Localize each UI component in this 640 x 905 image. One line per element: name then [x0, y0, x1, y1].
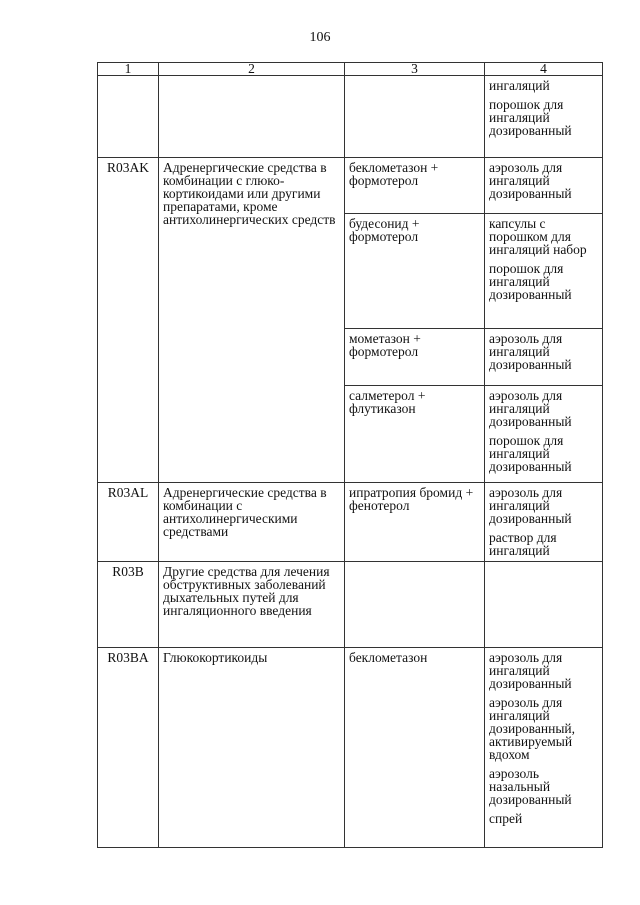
dosage-form: спрей	[489, 811, 523, 826]
dosage-forms-cell	[485, 483, 603, 562]
dosage-form: раствор для ингаляций	[489, 530, 557, 558]
atc-code-cell	[98, 76, 159, 158]
table-row	[98, 648, 603, 848]
drug-name-cell	[345, 562, 485, 648]
table-row	[98, 562, 603, 648]
dosage-form: аэрозоль для ингаляций дозированный	[489, 388, 572, 429]
atc-code-cell: R03BA	[98, 648, 159, 848]
dosage-forms-cell	[485, 386, 603, 483]
dosage-forms-cell	[485, 329, 603, 386]
dosage-form: ингаляций	[489, 78, 550, 93]
drug-table	[97, 62, 603, 848]
dosage-forms-cell	[485, 214, 603, 329]
dosage-form: аэрозоль для ингаляций дозированный	[489, 331, 572, 372]
atc-code-cell: R03B	[98, 562, 159, 648]
dosage-form: аэрозоль для ингаляций дозированный	[489, 485, 572, 526]
page-number: 106	[309, 30, 331, 45]
drug-name-cell: мометазон + формотерол	[345, 329, 485, 386]
column-number: 2	[159, 63, 345, 76]
table-row	[98, 76, 603, 158]
dosage-form: аэрозоль для ингаляций дозированный	[489, 650, 572, 691]
atc-code-cell: R03AL	[98, 483, 159, 562]
drug-name-cell: беклометазон	[345, 648, 485, 848]
dosage-forms-cell	[485, 648, 603, 848]
group-name-cell: Глюкокортикоиды	[159, 648, 345, 848]
dosage-form: аэрозоль назальный дозированный	[489, 766, 572, 807]
dosage-forms-cell	[485, 562, 603, 648]
dosage-form: капсулы с порошком для ингаляций набор	[489, 216, 587, 257]
dosage-form: аэрозоль для ингаляций дозированный	[489, 160, 572, 201]
column-number: 4	[485, 63, 603, 76]
atc-code-cell: R03AK	[98, 158, 159, 483]
drug-name-cell: ипратропия бромид + фенотерол	[345, 483, 485, 562]
dosage-forms-cell	[485, 76, 603, 158]
column-number-row	[98, 63, 603, 76]
dosage-form: порошок для ингаляций дозированный	[489, 97, 572, 138]
dosage-form: порошок для ингаляций дозированный	[489, 433, 572, 474]
column-number: 3	[345, 63, 485, 76]
table-row	[98, 483, 603, 562]
group-name-cell: Другие средства для лечения обструктивных заболеваний дыхательных путей для ингаляционного введения	[159, 562, 345, 648]
column-number: 1	[98, 63, 159, 76]
dosage-forms-cell	[485, 158, 603, 214]
dosage-form: порошок для ингаляций дозированный	[489, 261, 572, 302]
group-name-cell	[159, 76, 345, 158]
group-name-cell: Адренергические средства в комбинации с глюко-кортикоидами или другими препаратами, кроме антихолинергических средств	[159, 158, 345, 483]
drug-name-cell: беклометазон + формотерол	[345, 158, 485, 214]
drug-name-cell: будесонид + формотерол	[345, 214, 485, 329]
drug-name-cell: салметерол + флутиказон	[345, 386, 485, 483]
group-name-cell: Адренергические средства в комбинации с антихолинергическими средствами	[159, 483, 345, 562]
drug-name-cell	[345, 76, 485, 158]
dosage-form: аэрозоль для ингаляций дозированный, активируемый вдохом	[489, 695, 575, 762]
table-row	[98, 158, 603, 214]
